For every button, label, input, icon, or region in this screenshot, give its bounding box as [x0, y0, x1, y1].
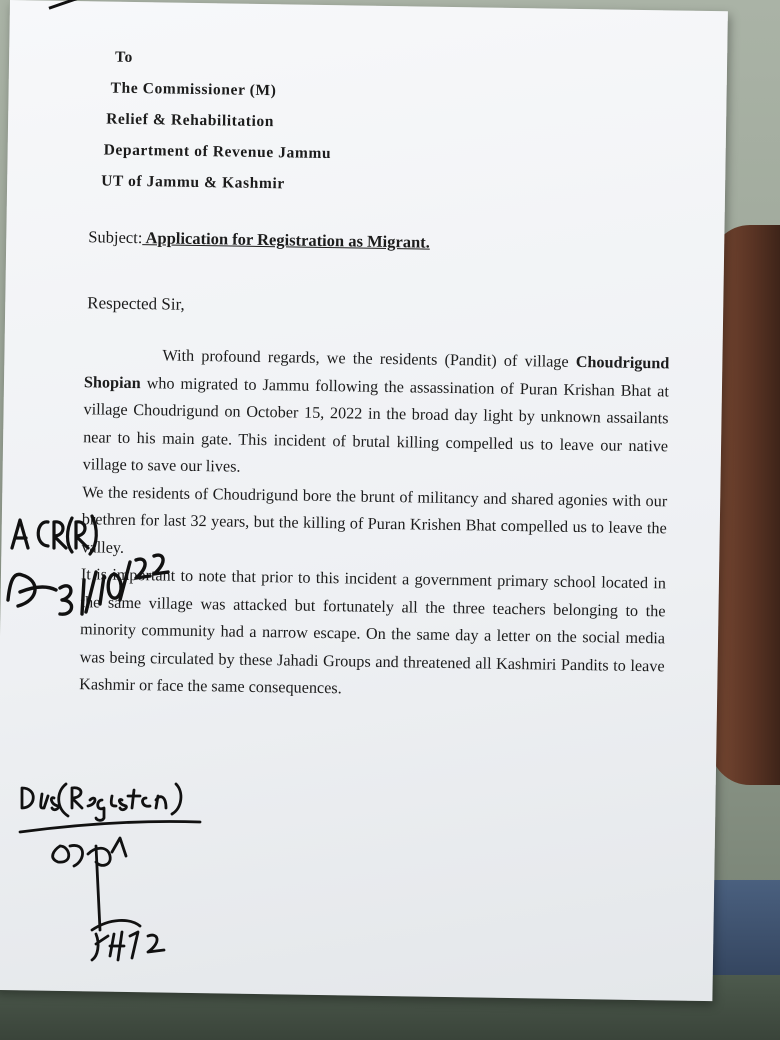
- addressee-line-2: Relief & Rehabilitation: [106, 110, 275, 131]
- subject-line: [88, 227, 430, 252]
- salutation: Respected Sir,: [87, 293, 185, 314]
- paragraph-1: [82, 341, 669, 488]
- paragraph-2: We the residents of Choudrigund bore the brunt of militancy and shared agonies with our brethren for last 32 years, but the killing of Puran Krishen Bhat compelled us to leave the valley.: [81, 482, 668, 557]
- letter-body: [79, 341, 670, 708]
- para1-lead: With profound regards, we the residents (Pandit) of village: [162, 346, 576, 371]
- para1-rest: who migrated to Jammu following the assassination of Puran Krishan Bhat at village Choudrigund on October 15, 2022 in the broad day light by unknown assailants near to his main gate. This incident of brutal killing compelled us to leave our native village to save our lives.: [82, 373, 670, 476]
- subject-text: Application for Registration as Migrant.: [142, 228, 431, 252]
- addressee-line-4: UT of Jammu & Kashmir: [101, 172, 285, 193]
- pen-mark: [48, 0, 83, 10]
- subject-label: Subject:: [88, 227, 143, 248]
- addressee-line-3: Department of Revenue Jammu: [103, 141, 332, 163]
- address-block: [103, 42, 333, 201]
- addressee-line-1: The Commissioner (M): [110, 79, 277, 100]
- para1-bold: Choudrigund Shopian: [83, 352, 670, 392]
- to-label: To: [114, 48, 134, 66]
- paragraph-3: It is important to note that prior to this incident a government primary school located in the same village was attacked but fortunately all the three teachers belonging to the minority community had a narrow escape. On the same day a letter on the social media was being circulated by these Jahadi Groups and threatened all Kashmiri Pandits to leave Kashmir or face the same consequences.: [79, 565, 667, 698]
